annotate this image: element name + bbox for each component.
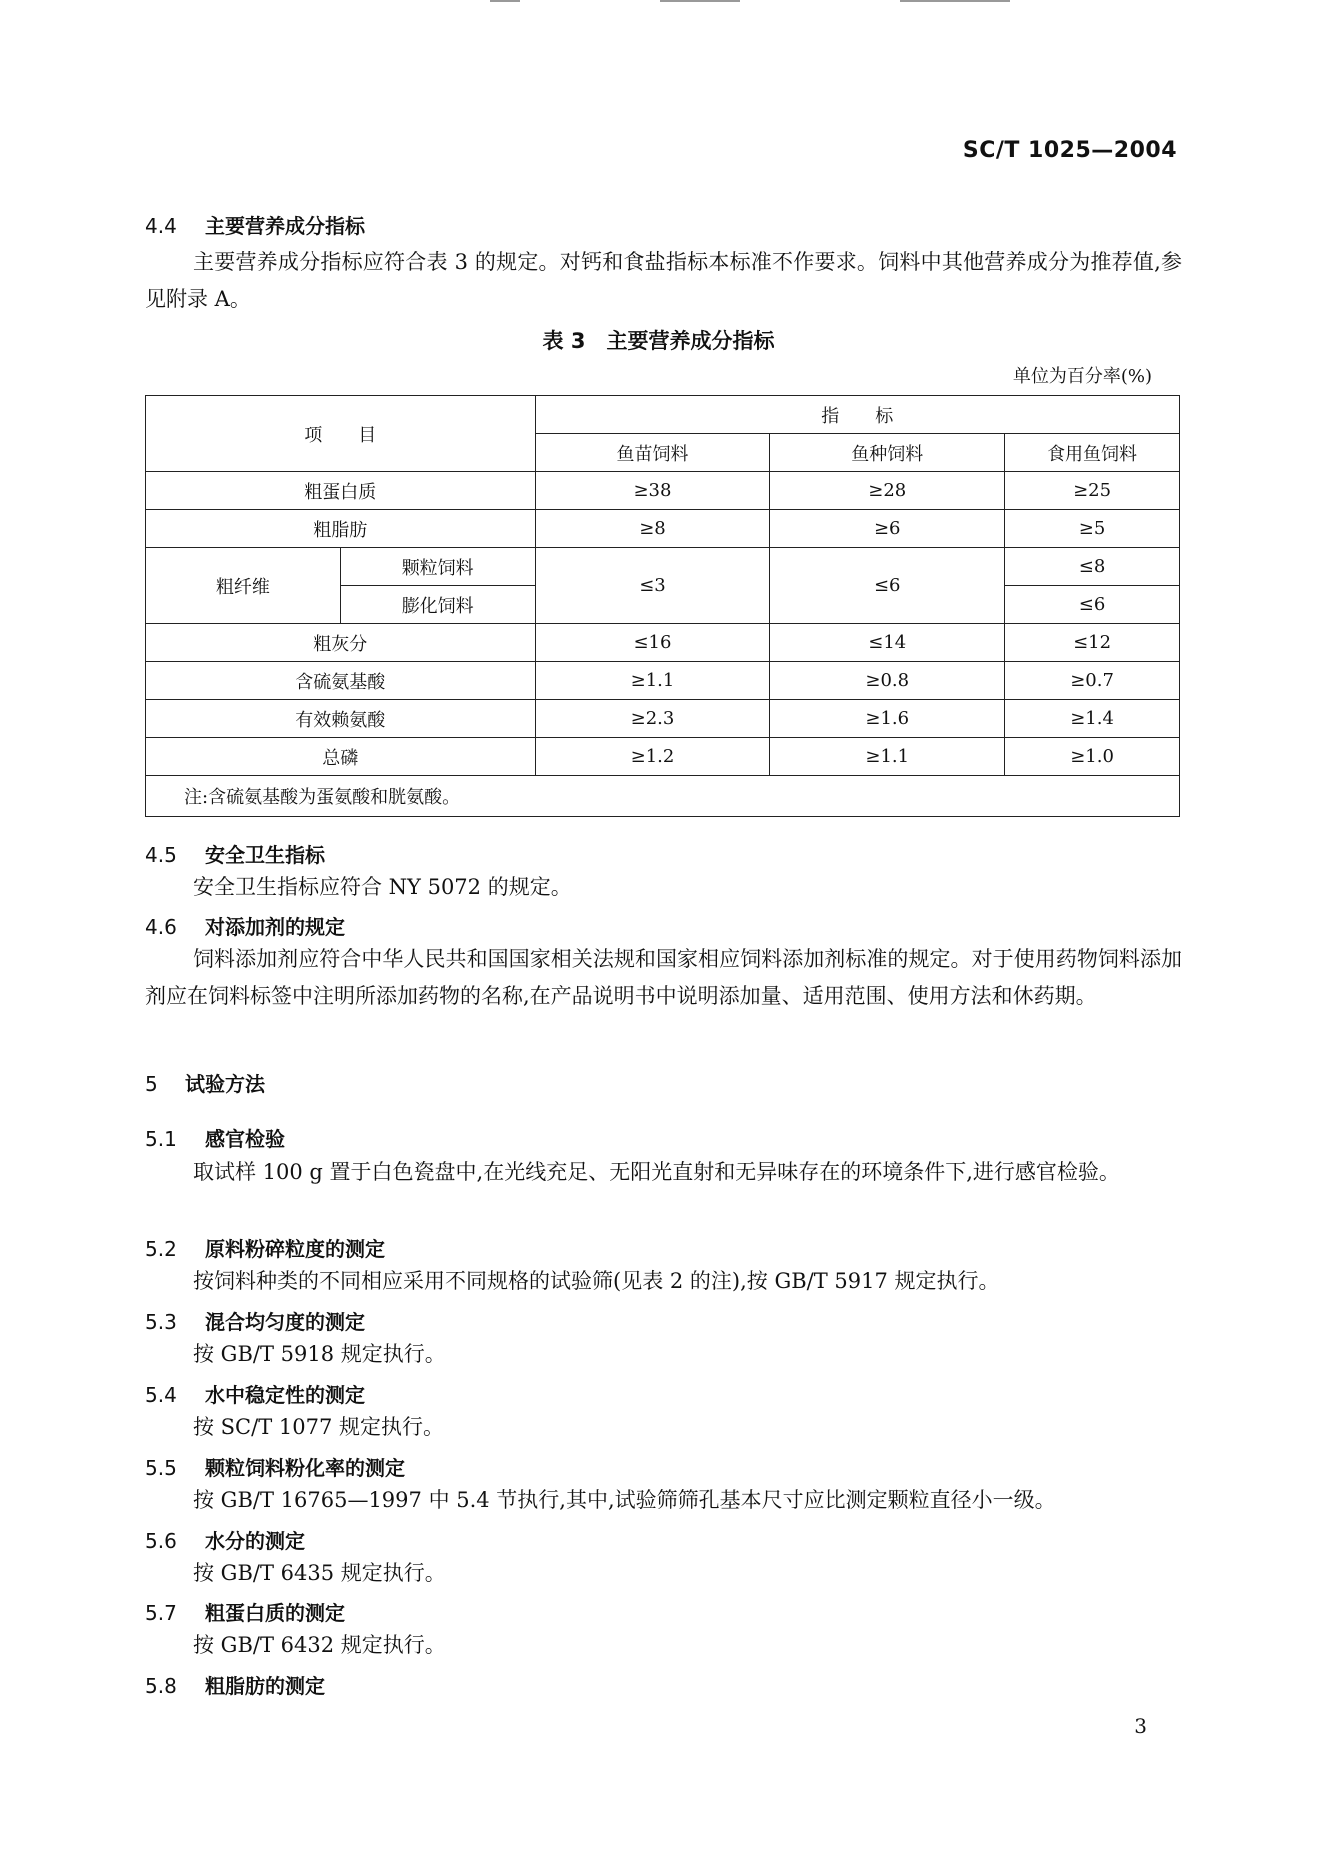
section-number: 4.5 [145,843,177,867]
cell-value: ≤16 [535,624,770,662]
section-title: 感官检验 [205,1127,285,1151]
header-fry: 鱼苗饲料 [535,434,770,472]
section-number: 5.7 [145,1601,177,1625]
section-title: 安全卫生指标 [205,843,325,867]
section-number: 5.2 [145,1237,177,1261]
section-5-2-heading [145,1233,385,1262]
section-title: 粗脂肪的测定 [205,1674,325,1698]
section-5-5-heading [145,1452,405,1481]
cell-value: ≥0.8 [770,662,1005,700]
section-number: 5.5 [145,1456,177,1480]
cell-value: ≤14 [770,624,1005,662]
cell-value: ≥8 [535,510,770,548]
table-row [146,738,1180,776]
row-label: 粗灰分 [146,624,536,662]
section-number: 5 [145,1072,158,1096]
cell-value: ≥1.2 [535,738,770,776]
cell-value: ≤8 [1005,548,1180,586]
table-note: 注:含硫氨基酸为蛋氨酸和胱氨酸。 [146,776,1180,817]
section-number: 4.4 [145,214,177,238]
table-row [146,510,1180,548]
cell-value: ≥1.1 [535,662,770,700]
section-5-6-text: 按 GB/T 6435 规定执行。 [193,1561,446,1585]
table-unit: 单位为百分率(%) [1012,366,1152,387]
section-4-5-heading [145,839,325,868]
cell-value: ≤12 [1005,624,1180,662]
row-label: 粗纤维 [146,548,341,624]
cell-value: ≥1.0 [1005,738,1180,776]
section-title: 试验方法 [185,1072,265,1096]
section-5-4-text: 按 SC/T 1077 规定执行。 [193,1415,445,1439]
table-row [146,700,1180,738]
row-sublabel: 膨化饲料 [340,586,535,624]
section-number: 4.6 [145,915,177,939]
table-note-row [146,776,1180,817]
cell-value: ≥1.6 [770,700,1005,738]
top-scan-mark [660,0,740,2]
top-scan-mark [900,0,1010,2]
section-title: 主要营养成分指标 [205,214,365,238]
header-fingerling: 鱼种饲料 [770,434,1005,472]
section-5-6-heading [145,1525,305,1554]
header-adult: 食用鱼饲料 [1005,434,1180,472]
section-4-6-text: 饲料添加剂应符合中华人民共和国国家相关法规和国家相应饲料添加剂标准的规定。对于使用药物饲料添加剂应在饲料标签中注明所添加药物的名称,在产品说明书中说明添加量、适用范围、使用方法和休药期。 [145,947,1182,1008]
section-5-8-heading [145,1670,325,1699]
table-row [146,548,1180,586]
nutrition-table [145,395,1180,817]
row-label: 含硫氨基酸 [146,662,536,700]
section-title: 颗粒饲料粉化率的测定 [205,1456,405,1480]
section-4-4-text: 主要营养成分指标应符合表 3 的规定。对钙和食盐指标本标准不作要求。饲料中其他营养成分为推荐值,参见附录 A。 [145,250,1182,311]
cell-value: ≥6 [770,510,1005,548]
section-4-4-heading [145,210,365,239]
section-5-5-text: 按 GB/T 16765—1997 中 5.4 节执行,其中,试验筛筛孔基本尺寸应比测定颗粒直径小一级。 [193,1488,1056,1512]
table-header-row [146,396,1180,434]
row-label: 总磷 [146,738,536,776]
section-5-2-text: 按饲料种类的不同相应采用不同规格的试验筛(见表 2 的注),按 GB/T 5917 规定执行。 [193,1269,1000,1293]
cell-value: ≥0.7 [1005,662,1180,700]
row-label: 粗蛋白质 [146,472,536,510]
section-number: 5.6 [145,1529,177,1553]
section-5-1-text: 取试样 100 g 置于白色瓷盘中,在光线充足、无阳光直射和无异味存在的环境条件下,进行感官检验。 [193,1160,1120,1184]
section-5-7-heading [145,1597,345,1626]
section-4-6-heading [145,911,345,940]
section-title: 水分的测定 [205,1529,305,1553]
cell-value: ≥38 [535,472,770,510]
row-label: 粗脂肪 [146,510,536,548]
section-number: 5.1 [145,1127,177,1151]
top-scan-mark [490,0,520,2]
page-number: 3 [1134,1714,1147,1738]
cell-value: ≥5 [1005,510,1180,548]
table-row [146,662,1180,700]
cell-value: ≥25 [1005,472,1180,510]
row-label: 有效赖氨酸 [146,700,536,738]
section-number: 5.3 [145,1310,177,1334]
section-5-heading [145,1068,265,1097]
header-index: 指 标 [535,396,1179,434]
section-5-3-text: 按 GB/T 5918 规定执行。 [193,1342,446,1366]
section-title: 粗蛋白质的测定 [205,1601,345,1625]
cell-value: ≤6 [770,548,1005,624]
section-title: 原料粉碎粒度的测定 [205,1237,385,1261]
cell-value: ≥28 [770,472,1005,510]
cell-value: ≤3 [535,548,770,624]
section-title: 对添加剂的规定 [205,915,345,939]
section-5-4-heading [145,1379,365,1408]
section-5-7-text: 按 GB/T 6432 规定执行。 [193,1633,446,1657]
table-row [146,472,1180,510]
cell-value: ≤6 [1005,586,1180,624]
section-number: 5.4 [145,1383,177,1407]
table-title: 表 3 主要营养成分指标 [542,329,775,353]
section-number: 5.8 [145,1674,177,1698]
cell-value: ≥1.4 [1005,700,1180,738]
cell-value: ≥2.3 [535,700,770,738]
section-4-5-text: 安全卫生指标应符合 NY 5072 的规定。 [193,875,572,899]
table-row [146,624,1180,662]
section-5-3-heading [145,1306,365,1335]
document-id: SC/T 1025—2004 [962,138,1177,163]
section-5-1-heading [145,1123,285,1152]
cell-value: ≥1.1 [770,738,1005,776]
row-sublabel: 颗粒饲料 [340,548,535,586]
section-title: 混合均匀度的测定 [205,1310,365,1334]
section-title: 水中稳定性的测定 [205,1383,365,1407]
header-item: 项 目 [146,396,536,472]
